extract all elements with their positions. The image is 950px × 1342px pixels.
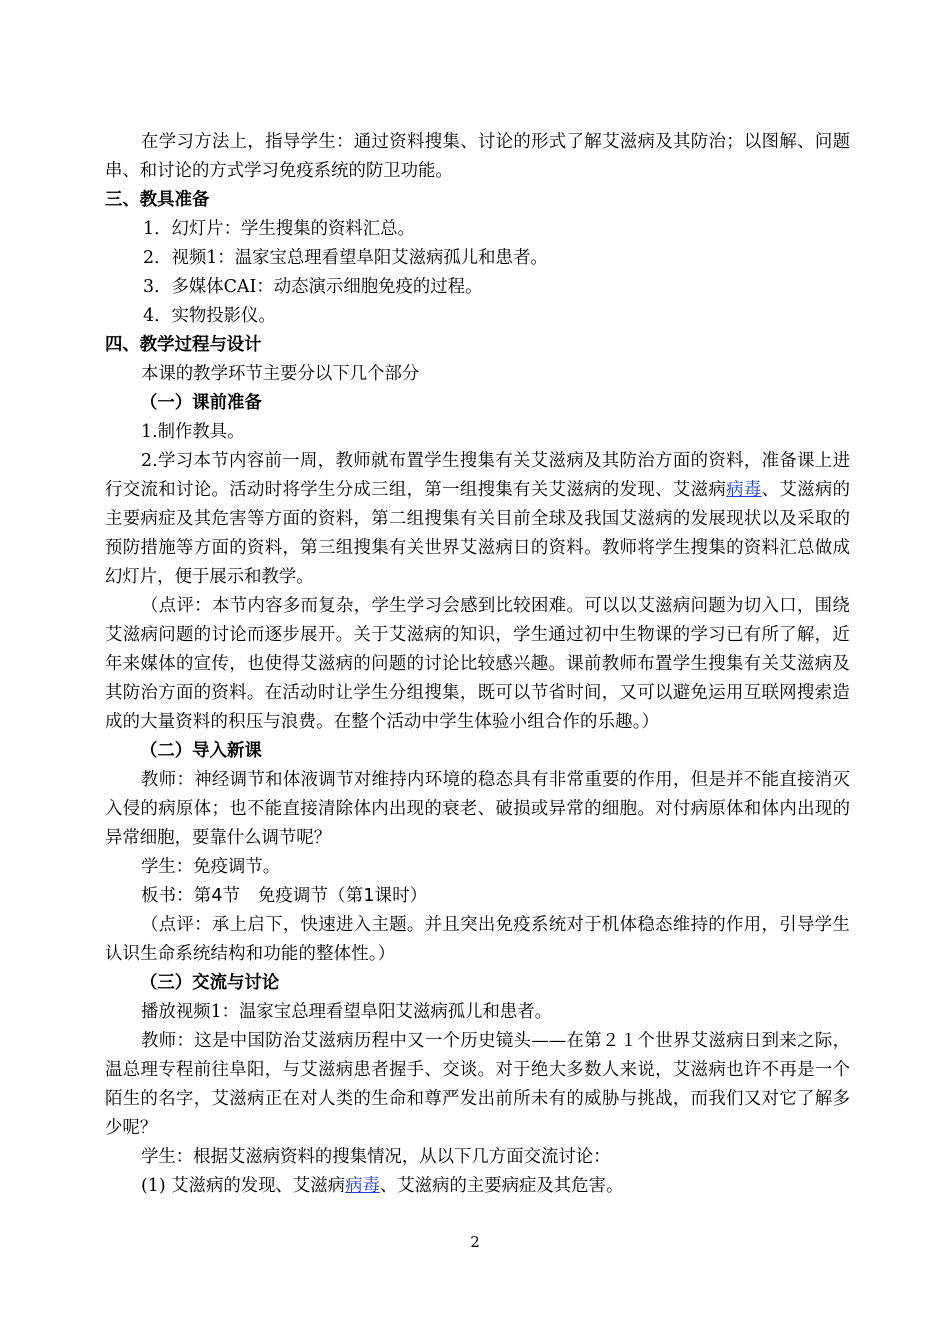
section-heading-process: 四、教学过程与设计 bbox=[105, 335, 262, 355]
prep-comment: （点评：本节内容多而复杂，学生学习会感到比较困难。可以以艾滋病问题为切入口，围绕艾滋病问题的讨论而逐步展开。关于艾滋病的知识，学生通过初中生物课的学习已有所了解，近年来媒体的宣传，也使得艾滋病的问题的讨论比较感兴趣。课前教师布置学生搜集有关艾滋病及其防治方面的资料。在活动时让学生分组搜集，既可以节省时间，又可以避免运用互联网搜索造成的大量资料的积压与浪费。在整个活动中学生体验小组合作的乐趣。） bbox=[105, 596, 850, 732]
prep-item-1: 1.制作教具。 bbox=[141, 422, 245, 442]
board-note: 板书：第4节 免疫调节（第1课时） bbox=[141, 886, 428, 906]
point-1-text-a: (1) 艾滋病的发现、艾滋病 bbox=[141, 1176, 346, 1196]
discussion-video-line: 播放视频1：温家宝总理看望阜阳艾滋病孤儿和患者。 bbox=[141, 1002, 553, 1022]
tool-item-3: 3．多媒体CAI：动态演示细胞免疫的过程。 bbox=[143, 277, 483, 297]
page-number: 2 bbox=[470, 1233, 480, 1251]
intro-comment: （点评：承上启下，快速进入主题。并且突出免疫系统对于机体稳态维持的作用，引导学生认识生命系统结构和功能的整体性。） bbox=[105, 915, 850, 964]
intro-teacher-line: 教师：神经调节和体液调节对维持内环境的稳态具有非常重要的作用，但是并不能直接消灭入侵的病原体；也不能直接清除体内出现的衰老、破损或异常的细胞。对付病原体和体内出现的异常细胞，要靠什么调节呢？ bbox=[105, 770, 850, 848]
prep-item-2-text-b: 、艾滋病的主要病症及其危害等方面的资料，第二组搜集有关目前全球及我国艾滋病的发展现状以及采取的预防措施等方面的资料，第三组搜集有关世界艾滋病日的资料。教师将学生搜集的资料汇总做成幻灯片，便于展示和教学。 bbox=[105, 480, 850, 587]
intro-paragraph: 在学习方法上，指导学生：通过资料搜集、讨论的形式了解艾滋病及其防治；以图解、问题串、和讨论的方式学习免疫系统的防卫功能。 bbox=[105, 132, 850, 181]
section-heading-tools: 三、教具准备 bbox=[105, 190, 210, 210]
process-intro: 本课的教学环节主要分以下几个部分 bbox=[141, 364, 420, 384]
tool-item-2: 2．视频1：温家宝总理看望阜阳艾滋病孤儿和患者。 bbox=[143, 248, 548, 268]
prep-item-2 bbox=[105, 447, 850, 592]
virus-link-2[interactable]: 病毒 bbox=[345, 1176, 380, 1196]
virus-link[interactable]: 病毒 bbox=[726, 480, 762, 500]
tool-item-4: 4．实物投影仪。 bbox=[143, 306, 276, 326]
tool-item-1: 1．幻灯片：学生搜集的资料汇总。 bbox=[143, 219, 415, 239]
intro-student-line: 学生：免疫调节。 bbox=[141, 857, 281, 877]
prep-item-2-text-a: 2.学习本节内容前一周，教师就布置学生搜集有关艾滋病及其防治方面的资料，准备课上进行交流和讨论。活动时将学生分成三组，第一组搜集有关艾滋病的发现、艾滋病 bbox=[105, 451, 850, 500]
discussion-teacher-line: 教师：这是中国防治艾滋病历程中又一个历史镜头——在第２１个世界艾滋病日到来之际，温总理专程前往阜阳，与艾滋病患者握手、交谈。对于绝大多数人来说，艾滋病也许不再是一个陌生的名字，艾滋病正在对人类的生命和尊严发出前所未有的威胁与挑战，而我们又对它了解多少呢？ bbox=[105, 1031, 850, 1138]
subsection-heading-discussion: （三）交流与讨论 bbox=[140, 973, 280, 993]
point-1-text-b: 、艾滋病的主要病症及其危害。 bbox=[379, 1176, 624, 1196]
document-page bbox=[105, 128, 850, 1201]
discussion-student-line: 学生：根据艾滋病资料的搜集情况，从以下几方面交流讨论： bbox=[141, 1147, 611, 1167]
subsection-heading-prep: （一）课前准备 bbox=[140, 393, 262, 413]
subsection-heading-intro: （二）导入新课 bbox=[140, 741, 262, 761]
discussion-point-1 bbox=[105, 1172, 850, 1201]
